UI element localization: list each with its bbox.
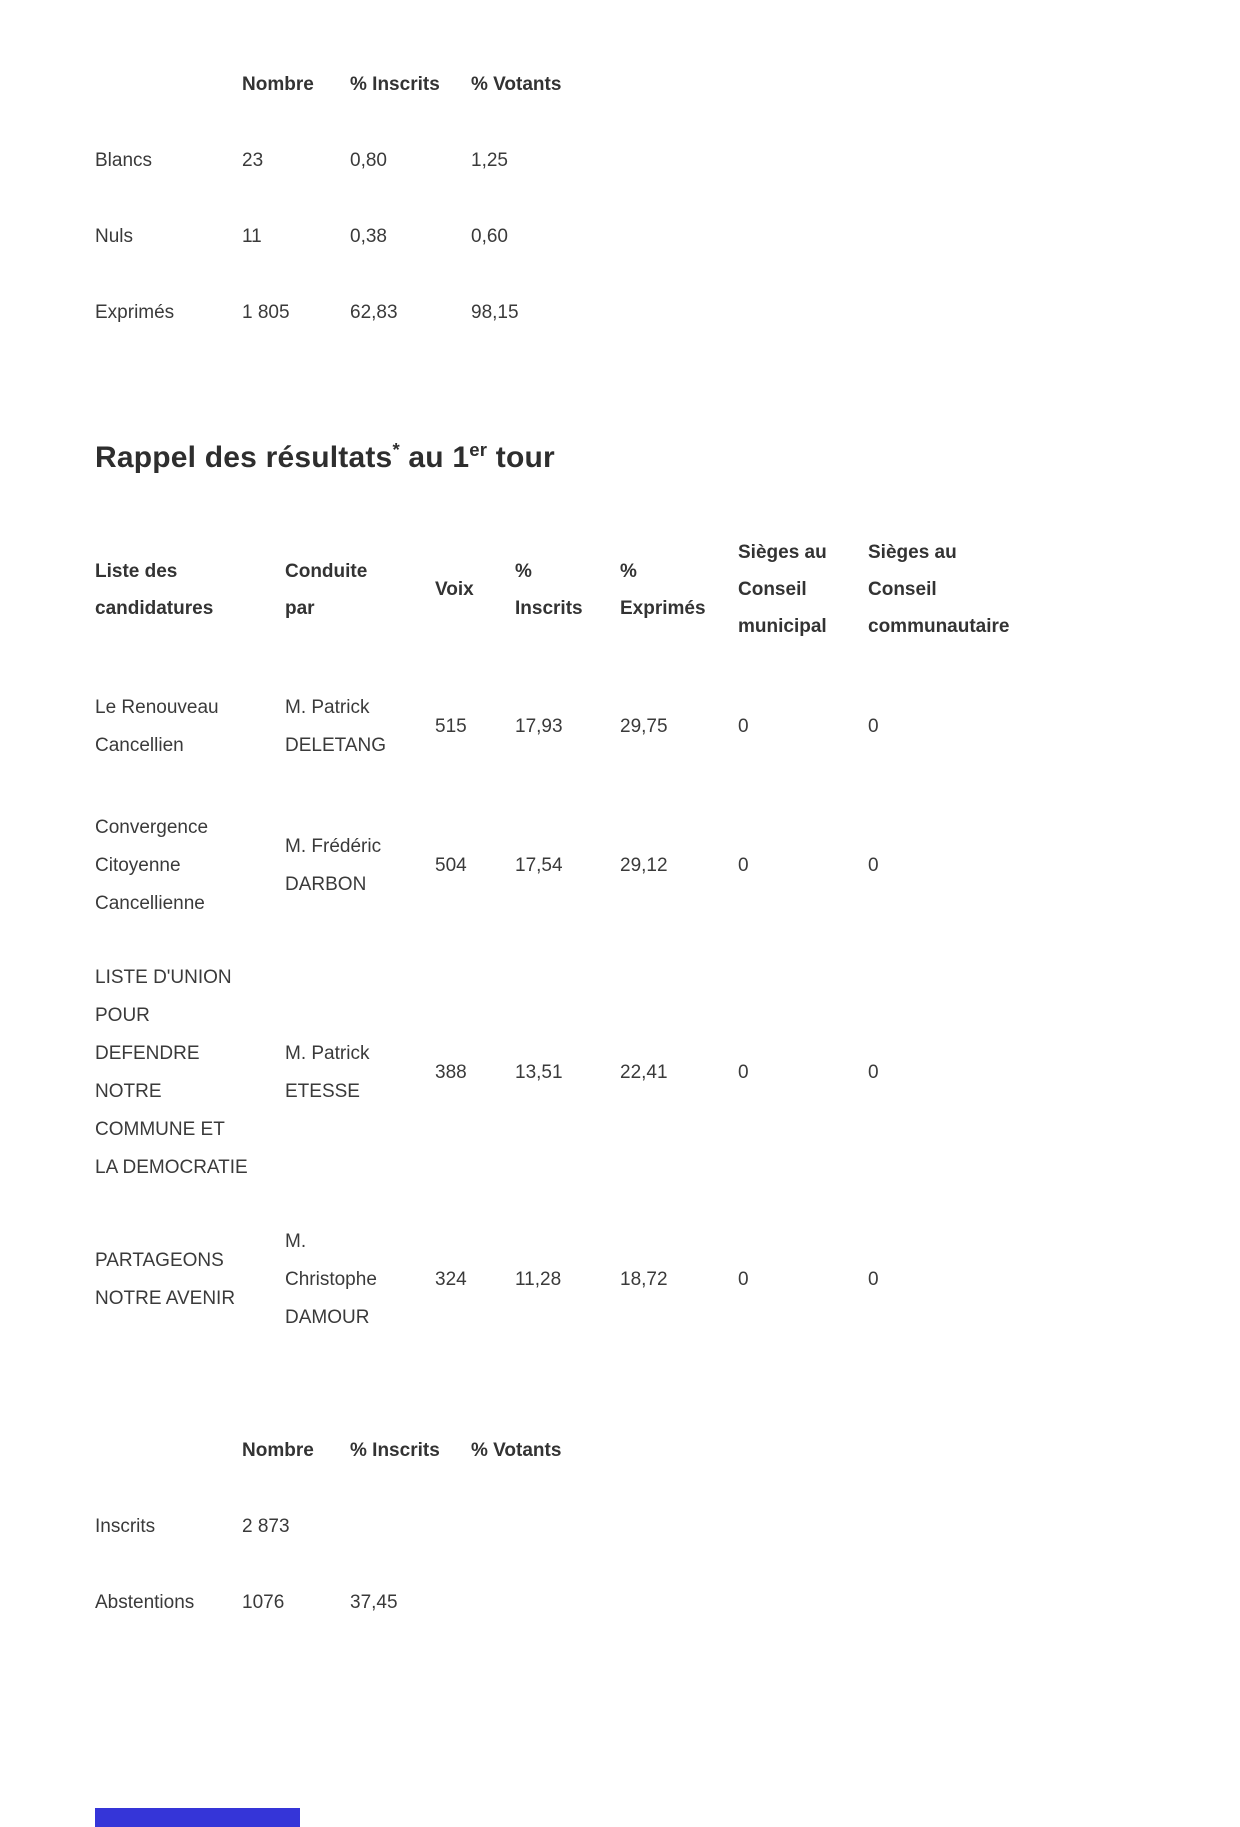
- sieges-communautaire-cell: 0: [868, 1269, 879, 1290]
- votes-table-header-row: [95, 73, 1145, 97]
- pct-inscrits-cell: 0,80: [350, 150, 387, 171]
- row-label: Abstentions: [95, 1592, 195, 1613]
- conduite-cell: M. Patrick DELETANG: [285, 697, 387, 756]
- nombre-cell: 23: [242, 150, 264, 171]
- page-content: [0, 73, 1240, 1615]
- heading-text: au 1: [399, 441, 470, 474]
- liste-cell: Le Renouveau Cancellien: [95, 697, 219, 756]
- sieges-communautaire-cell: 0: [868, 1062, 879, 1083]
- col-header-pct-inscrits: % Inscrits: [350, 74, 440, 95]
- table-row: [95, 809, 1145, 923]
- table-row-abstentions: [95, 1591, 1145, 1615]
- pct-votants-cell: 1,25: [471, 150, 508, 171]
- voix-cell: 504: [435, 855, 467, 876]
- table-row-blancs: [95, 149, 1145, 173]
- pct-votants-cell: 0,60: [471, 226, 508, 247]
- page: [0, 73, 1240, 1827]
- sieges-municipal-cell: 0: [738, 855, 749, 876]
- pct-inscrits-cell: 0,38: [350, 226, 387, 247]
- col-header-liste-candidatures: Liste des candidatures: [95, 560, 214, 619]
- voix-cell: 515: [435, 716, 467, 737]
- nombre-cell: 1076: [242, 1592, 285, 1613]
- pct-votants-cell: 98,15: [471, 302, 519, 323]
- table-row: [95, 1223, 1145, 1337]
- results-table: [95, 534, 1145, 1337]
- conduite-cell: M. Christophe DAMOUR: [285, 1231, 377, 1328]
- pct-exprimes-cell: 29,12: [620, 855, 668, 876]
- nombre-cell: 1 805: [242, 302, 290, 323]
- pct-exprimes-cell: 22,41: [620, 1062, 668, 1083]
- nombre-cell: 11: [242, 226, 262, 247]
- conduite-cell: M. Patrick ETESSE: [285, 1043, 370, 1102]
- asterisk-superscript: *: [392, 439, 400, 460]
- pct-inscrits-cell: 11,28: [515, 1269, 562, 1290]
- row-label: Inscrits: [95, 1516, 156, 1537]
- nombre-cell: 2 873: [242, 1516, 290, 1537]
- voix-cell: 388: [435, 1062, 467, 1083]
- pct-exprimes-cell: 29,75: [620, 716, 668, 737]
- pct-inscrits-cell: 17,54: [515, 855, 563, 876]
- participation-table: [95, 1439, 1145, 1615]
- ordinal-superscript: er: [469, 439, 488, 460]
- col-header-pct-inscrits: % Inscrits: [350, 1440, 440, 1461]
- cropped-blue-bar: [95, 1808, 300, 1827]
- results-table-header-row: [95, 534, 1145, 645]
- table-row-inscrits: [95, 1515, 1145, 1539]
- sieges-communautaire-cell: 0: [868, 716, 879, 737]
- col-header-pct-exprimes: % Exprimés: [620, 560, 706, 619]
- col-header-conduite-par: Conduite par: [285, 560, 368, 619]
- heading-text: tour: [487, 441, 555, 474]
- row-label: Nuls: [95, 226, 134, 247]
- table-row: [95, 959, 1145, 1187]
- sieges-municipal-cell: 0: [738, 1269, 749, 1290]
- liste-cell: LISTE D'UNION POUR DEFENDRE NOTRE COMMUNE ET LA DEMOCRATIE: [95, 967, 248, 1178]
- table-row: [95, 689, 1145, 765]
- votes-table: [95, 73, 1145, 325]
- sieges-communautaire-cell: 0: [868, 855, 879, 876]
- col-header-sieges-municipal: Sièges au Conseil municipal: [738, 542, 827, 637]
- col-header-pct-inscrits: % Inscrits: [515, 560, 583, 619]
- pct-inscrits-cell: 13,51: [515, 1062, 563, 1083]
- pct-inscrits-cell: 37,45: [350, 1592, 398, 1613]
- sieges-municipal-cell: 0: [738, 1062, 749, 1083]
- pct-inscrits-cell: 62,83: [350, 302, 398, 323]
- row-label: Exprimés: [95, 302, 175, 323]
- col-header-pct-votants: % Votants: [471, 1440, 562, 1461]
- liste-cell: PARTAGEONS NOTRE AVENIR: [95, 1250, 236, 1309]
- col-header-voix: Voix: [435, 579, 474, 600]
- col-header-pct-votants: % Votants: [471, 74, 562, 95]
- table-row-nuls: [95, 225, 1145, 249]
- row-label: Blancs: [95, 150, 153, 171]
- col-header-nombre: Nombre: [242, 1440, 314, 1461]
- pct-inscrits-cell: 17,93: [515, 716, 563, 737]
- sieges-municipal-cell: 0: [738, 716, 749, 737]
- liste-cell: Convergence Citoyenne Cancellienne: [95, 817, 209, 914]
- col-header-sieges-communautaire: Sièges au Conseil communautaire: [868, 542, 1010, 637]
- col-header-nombre: Nombre: [242, 74, 314, 95]
- section-heading: [95, 437, 1145, 479]
- voix-cell: 324: [435, 1269, 467, 1290]
- table-row-exprimes: [95, 301, 1145, 325]
- pct-exprimes-cell: 18,72: [620, 1269, 668, 1290]
- conduite-cell: M. Frédéric DARBON: [285, 836, 382, 895]
- heading-text: Rappel des résultats: [95, 441, 393, 474]
- participation-table-header-row: [95, 1439, 1145, 1463]
